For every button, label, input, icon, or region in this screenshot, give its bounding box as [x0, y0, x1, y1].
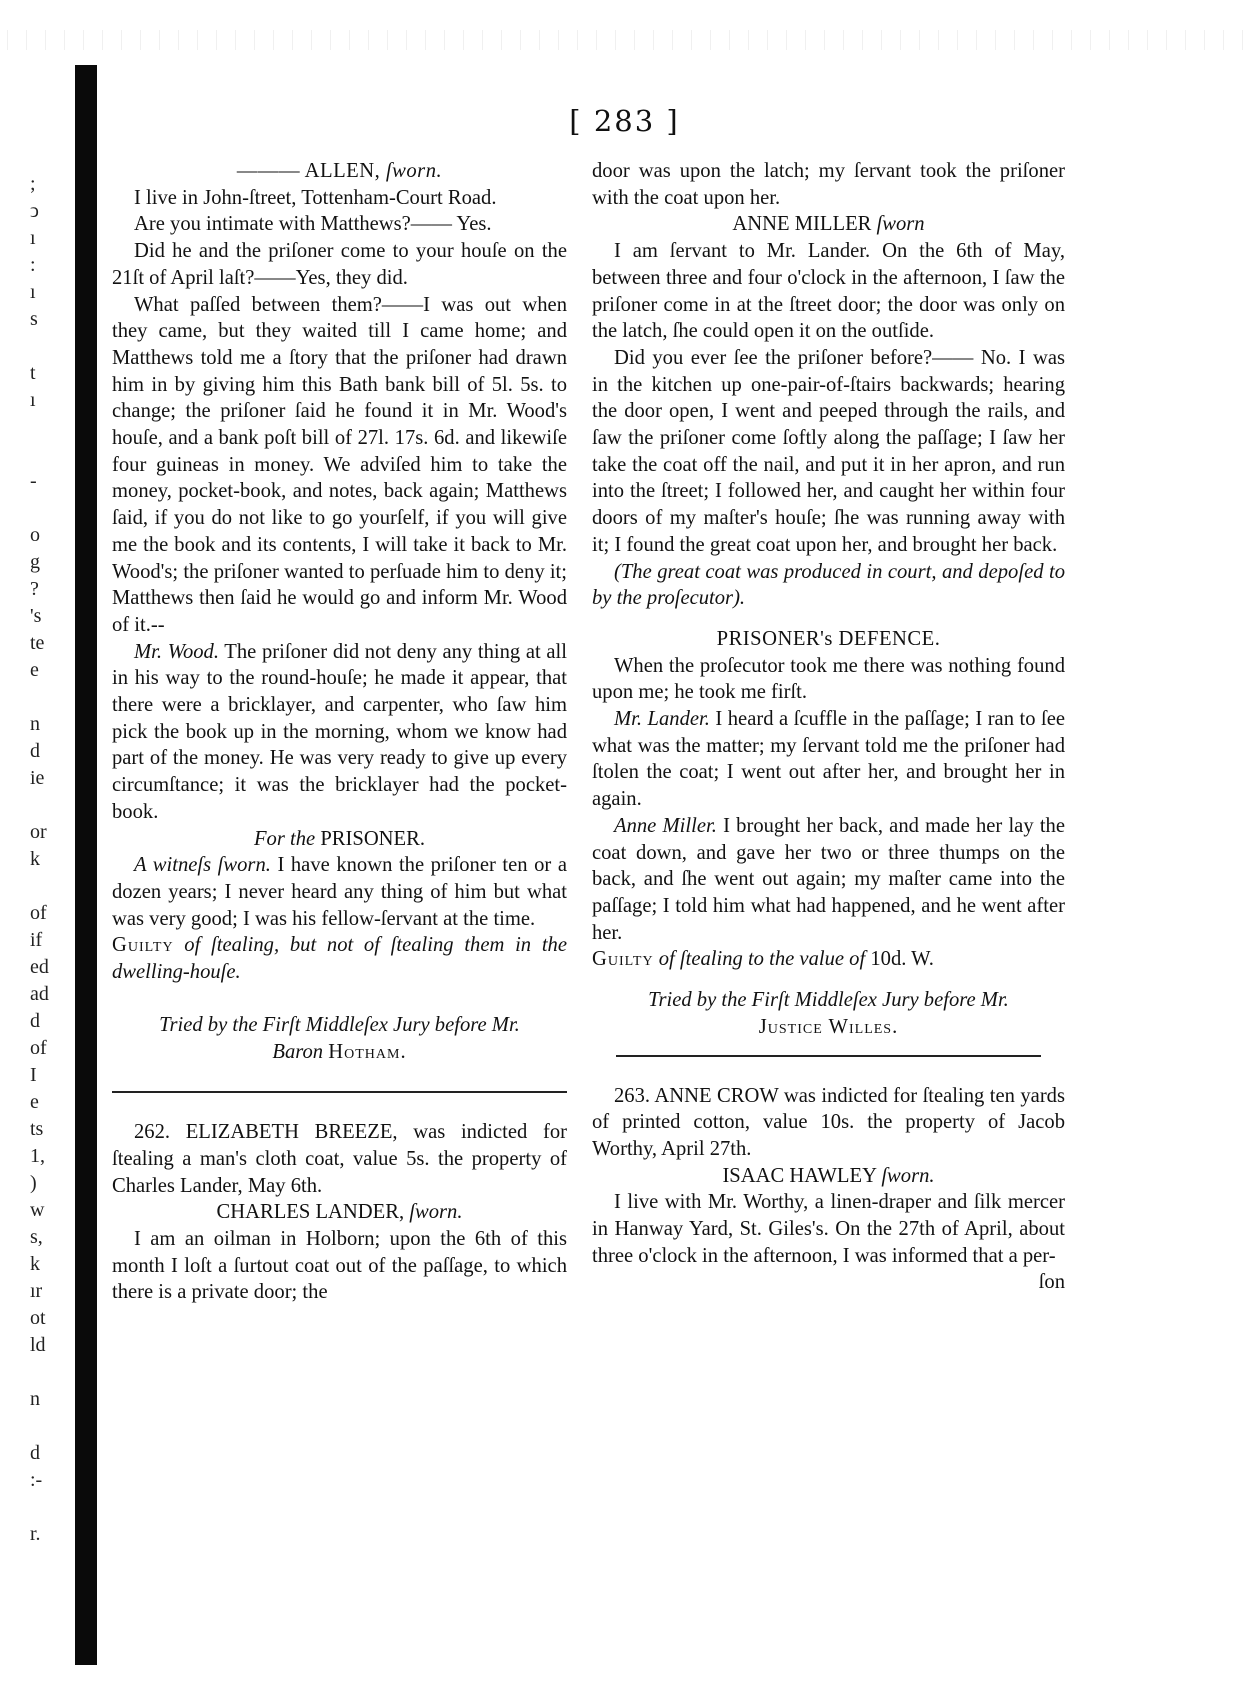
- testimony-paragraph: Are you intimate with Matthews?—— Yes.: [134, 213, 492, 236]
- testimony-paragraph: I am an oilman in Holborn; upon the 6th of this month I loſt a ſurtout coat out of the paſſage, to which there is a private door; the: [112, 1228, 567, 1304]
- witness-name: CHARLES LANDER,: [216, 1201, 410, 1224]
- witness-heading-hawley: [592, 1163, 1065, 1190]
- gutter-fragment: :: [30, 254, 36, 276]
- book-spine-shadow: [75, 65, 97, 1665]
- testimony-paragraph: [112, 852, 567, 932]
- case-number: 262.: [134, 1121, 186, 1144]
- gutter-fragment: [30, 1493, 54, 1520]
- previous-page-gutter: [30, 170, 54, 1547]
- testimony-paragraph: What paſſed between them?——I was out when they came, but they waited till I came home; and Matthews told me a ſtory that the priſoner had drawn him in by giving him this Bath bank bill of 5l. 5s. to change; the priſoner ſaid he found it in Mr. Wood's houſe, and a bank poſt bill of 27l. 17s. 6d. and likewiſe four guineas in money. We adviſed him to take the money, pocket-book, and notes, back again; Matthews ſaid, if you do not like to go yourſelf, if you will give me the book and its contents, I will take it back to Mr. Wood's; the priſoner wanted to perſuade him to deny it; Matthews then ſaid he would go and inform Mr. Wood of it.--: [112, 293, 567, 636]
- gutter-fragment: ie: [30, 767, 45, 789]
- gutter-fragment: te: [30, 632, 45, 654]
- verdict: [112, 932, 567, 985]
- gutter-fragment: ı: [30, 227, 36, 249]
- witness-name: ALLEN,: [304, 160, 386, 182]
- gutter-fragment: n: [30, 713, 40, 735]
- gutter-fragment: w: [30, 1199, 45, 1221]
- gutter-fragment: e: [30, 659, 39, 681]
- jury-judge: Justice Willes.: [758, 1015, 899, 1038]
- gutter-fragment: ı: [30, 281, 36, 303]
- gutter-fragment: 's: [30, 605, 42, 627]
- gutter-fragment: ld: [30, 1334, 46, 1356]
- indictment-text: was indicted for ſtealing a man's cloth coat, value 5s. the property of Charles Lander, May 6th.: [112, 1121, 567, 1197]
- speaker-text: I have known the priſoner ten or a dozen years; I never heard any thing of him but what was very good; I was his fellow-ſervant at the time.: [112, 854, 567, 930]
- gutter-fragment: [30, 1358, 54, 1385]
- verdict-amount: 10d. W.: [870, 948, 934, 971]
- jury-line: Tried by the Firſt Middleſex Jury before Mr.: [648, 989, 1009, 1012]
- speaker-text: I brought her back, and made her lay the coat down, and gave her two or three thumps on the back, and ſhe went out again; my maſter came into the paſſage; I told him what had happened, and he went after her.: [592, 814, 1065, 944]
- gutter-fragment: s: [30, 308, 38, 330]
- gutter-fragment: or: [30, 821, 47, 843]
- verdict-text: of ſtealing, but not of ſtealing them in the dwelling-houſe.: [112, 934, 567, 984]
- gutter-fragment: if: [30, 929, 43, 951]
- testimony-paragraph: I live in John-ſtreet, Tottenham-Court Road.: [134, 186, 497, 209]
- gutter-fragment: of: [30, 902, 47, 924]
- speaker-text: The priſoner did not deny any thing at all in his way to the round-houſe; he made it appear, that there were a bricklayer, and carpenter, who ſaw him pick the book up in the morning, whom we know had part of the money. He was very ready to give up every circumſtance; it was the bricklayer had the pocket-book.: [112, 640, 567, 823]
- verdict-text: of ſtealing to the value of: [653, 948, 871, 971]
- testimony-paragraph: I am ſervant to Mr. Lander. On the 6th of May, between three and four o'clock in the afternoon, I ſaw the priſoner come in at the ſtreet door; the door was only on the latch, ſhe could open it on the outſide.: [592, 240, 1065, 343]
- speaker-name: Anne Miller.: [614, 814, 717, 837]
- gutter-fragment: ): [30, 1172, 37, 1194]
- gutter-fragment: ?: [30, 578, 39, 600]
- speaker-name: Mr. Lander.: [614, 708, 710, 731]
- gutter-fragment: d: [30, 1442, 40, 1464]
- testimony-paragraph: Did he and the priſoner come to your houſe on the 21ſt of April laſt?——Yes, they did.: [112, 240, 567, 289]
- gutter-fragment: [30, 332, 54, 359]
- sworn-label: ſworn.: [881, 1164, 935, 1187]
- judge-title: Baron: [272, 1040, 329, 1063]
- scan-edge-noise: [0, 30, 1249, 50]
- gutter-fragment: [30, 440, 54, 467]
- testimony-paragraph: Did you ever ſee the priſoner before?—— No. I was in the kitchen up one-pair-of-ſtairs backwards; hearing the door open, I went and peeped through the rails, and ſaw the priſoner come ſoftly along the paſſage; I ſaw her take the coat off the nail, and put it in her apron, and run into the ſtreet; I followed her, and caught her within four doors of my maſter's houſe; ſhe was running away with it; I found the great coat upon her, and brought her back.: [592, 346, 1065, 556]
- defendant-name: ELIZABETH BREEZE,: [185, 1121, 398, 1144]
- gutter-fragment: o: [30, 524, 40, 546]
- gutter-fragment: ot: [30, 1307, 46, 1329]
- heading-dash: ———: [236, 160, 305, 182]
- gutter-fragment: [30, 1412, 54, 1439]
- judge-name: Hotham.: [328, 1040, 407, 1063]
- defendant-name: ANNE CROW: [654, 1084, 779, 1107]
- gutter-fragment: -: [30, 470, 37, 492]
- witness-heading-miller: [592, 211, 1065, 238]
- gutter-fragment: n: [30, 1388, 40, 1410]
- indictment-text: was indicted for ſtealing ten yards of printed cotton, value 10s. the property of Jacob Worthy, April 27th.: [592, 1084, 1065, 1160]
- case-indictment: [112, 1119, 567, 1199]
- gutter-fragment: s,: [30, 1226, 43, 1248]
- gutter-fragment: [30, 413, 54, 440]
- gutter-fragment: ts: [30, 1118, 44, 1140]
- witness-name: ANNE MILLER: [732, 213, 877, 236]
- defence-heading: PRISONER's DEFENCE.: [716, 627, 941, 650]
- verdict: [592, 946, 1065, 973]
- page-number: [ 283 ]: [569, 104, 680, 138]
- for-prisoner-heading: [112, 826, 567, 853]
- testimony-paragraph: [592, 706, 1065, 813]
- sworn-label: ſworn.: [409, 1201, 463, 1224]
- gutter-fragment: [30, 494, 54, 521]
- heading-italic: For the: [253, 827, 321, 850]
- sworn-label: ſworn.: [385, 160, 443, 182]
- left-column: [112, 158, 567, 1306]
- gutter-fragment: I: [30, 1064, 37, 1086]
- gutter-fragment: e: [30, 1091, 39, 1113]
- court-note: (The great coat was produced in court, and depoſed to by the proſecutor).: [592, 560, 1065, 610]
- jury-judge: [112, 1039, 567, 1066]
- sworn-label: ſworn: [876, 213, 925, 236]
- speaker-name: A witneſs ſworn.: [134, 854, 271, 877]
- gutter-fragment: d: [30, 1010, 40, 1032]
- gutter-fragment: of: [30, 1037, 47, 1059]
- gutter-fragment: k: [30, 1253, 40, 1275]
- gutter-fragment: [30, 872, 54, 899]
- gutter-fragment: :-: [30, 1469, 43, 1491]
- gutter-fragment: [30, 791, 54, 818]
- gutter-fragment: t: [30, 362, 36, 384]
- gutter-fragment: d: [30, 740, 40, 762]
- gutter-fragment: ed: [30, 956, 49, 978]
- testimony-paragraph: [592, 813, 1065, 947]
- gutter-fragment: k: [30, 848, 40, 870]
- case-number: 263.: [614, 1084, 655, 1107]
- testimony-paragraph: When the proſecutor took me there was nothing found upon me; he took me firſt.: [592, 654, 1065, 704]
- jury-line: Tried by the Firſt Middleſex Jury before Mr.: [159, 1013, 520, 1036]
- testimony-paragraph: door was upon the latch; my ſervant took the priſoner with the coat upon her.: [592, 160, 1065, 209]
- testimony-paragraph: [112, 639, 567, 826]
- verdict-word: Guilty: [592, 948, 654, 971]
- witness-heading-lander: [112, 1199, 567, 1226]
- heading-caps: PRISONER.: [320, 827, 426, 850]
- gutter-fragment: ır: [30, 1280, 43, 1302]
- gutter-fragment: ↄ: [30, 200, 39, 222]
- speaker-text: I heard a ſcuffle in the paſſage; I ran to ſee what was the matter; my ſervant told me the priſoner had ſtolen the coat; I went out after her, and brought her in again.: [592, 708, 1066, 811]
- witness-heading-allen: [112, 158, 567, 185]
- testimony-paragraph: I live with Mr. Worthy, a linen-draper and ſilk mercer in Hanway Yard, St. Giles's. On the 27th of April, about three o'clock in the afternoon, I was informed that a per-: [592, 1191, 1065, 1267]
- gutter-fragment: g: [30, 551, 40, 573]
- gutter-fragment: ı: [30, 389, 36, 411]
- gutter-fragment: ad: [30, 983, 49, 1005]
- witness-name: ISAAC HAWLEY: [722, 1164, 882, 1187]
- right-column: [592, 158, 1065, 1296]
- gutter-fragment: [30, 683, 54, 710]
- verdict-word: Guilty: [112, 934, 174, 957]
- case-indictment: [592, 1083, 1065, 1163]
- speaker-name: Mr. Wood.: [134, 640, 219, 663]
- gutter-fragment: 1,: [30, 1145, 45, 1167]
- catchword: ſon: [1038, 1271, 1065, 1294]
- gutter-fragment: r.: [30, 1523, 41, 1545]
- gutter-fragment: ;: [30, 173, 36, 195]
